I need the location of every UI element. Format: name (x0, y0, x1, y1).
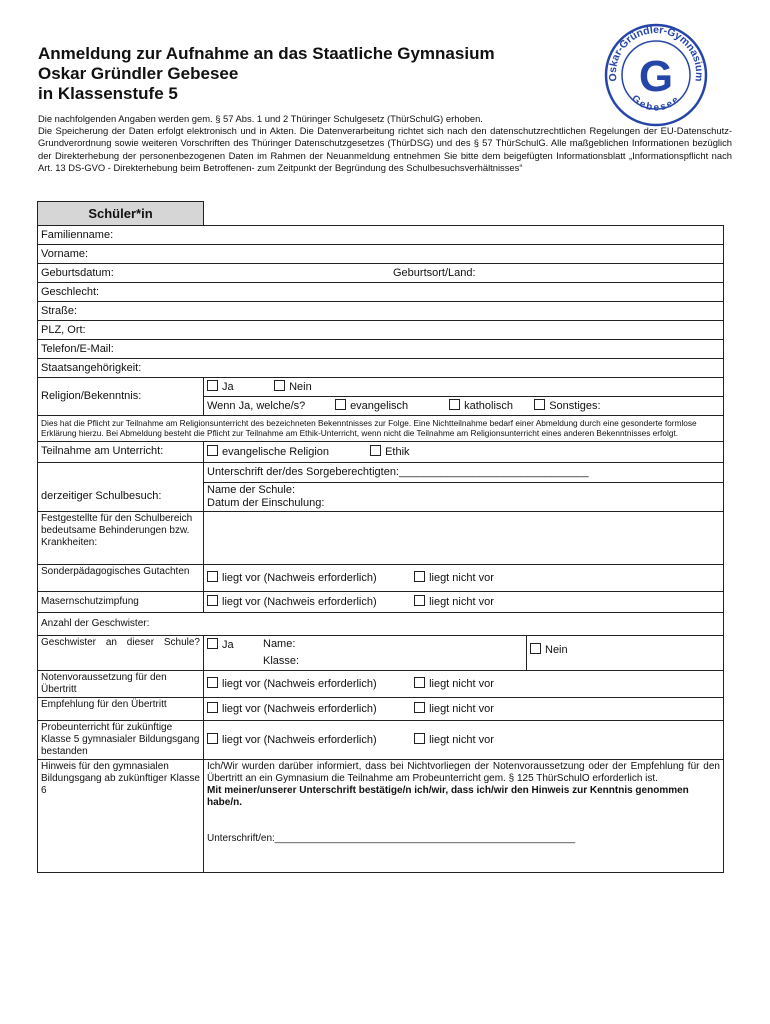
strasse-label: Straße: (41, 304, 78, 317)
bestaetigung-text: Mit meiner/unserer Unterschrift bestätige/n ich/wir, dass ich/wir den Hinweis zur Kenntnis genommen habe/n. (207, 784, 689, 808)
ethik-checkbox[interactable] (370, 445, 381, 456)
form-table (37, 201, 724, 873)
religion-note: Dies hat die Pflicht zur Teilnahme am Religionsunterricht des bezeichneten Bekenntnisses zur Folge. Eine Nichtteilnahme bedarf einer Abmeldung durch eine gesonderte formlose Erklärung hierzu. Bei Abmeldung besteht die Pflicht zur Teilnahme am Ethik-Unterricht, wenn nicht die Teilnahme am Religionsunterricht eines anderen Bekenntnisses erfolgt. (38, 416, 724, 442)
staatsangehoerigkeit-field[interactable] (38, 359, 724, 378)
anzahl-geschwister-field[interactable] (38, 612, 724, 635)
sonderpaed-liegt-nicht-vor-option[interactable] (414, 571, 494, 585)
plz-ort-field[interactable] (38, 321, 724, 340)
noten-liegt-nicht-vor-checkbox[interactable] (414, 677, 425, 688)
noten-liegt-nicht-vor-option[interactable] (414, 677, 494, 691)
katholisch-checkbox[interactable] (449, 399, 460, 410)
form-title (38, 44, 598, 104)
noten-liegt-vor-checkbox[interactable] (207, 677, 218, 688)
religion-ja-label: Ja (222, 381, 234, 393)
geschlecht-field[interactable] (38, 283, 724, 302)
noten-liegt-nicht-vor-label: liegt nicht vor (429, 677, 494, 690)
logo-letter: G (638, 52, 674, 101)
masern-liegt-vor-checkbox[interactable] (207, 595, 218, 606)
masern-liegt-nicht-vor-label: liegt nicht vor (429, 595, 494, 608)
katholisch-label: katholisch (464, 400, 514, 412)
masern-liegt-nicht-vor-option[interactable] (414, 595, 494, 609)
masern-label: Masernschutzimpfung (38, 591, 204, 612)
wenn-ja-label: Wenn Ja, welche/s? (207, 400, 306, 412)
probe-liegt-nicht-vor-checkbox[interactable] (414, 733, 425, 744)
telefon-label: Telefon/E-Mail: (41, 342, 114, 355)
geschwister-ja-checkbox[interactable] (207, 638, 218, 649)
teilnahme-label: Teilnahme am Unterricht: (38, 441, 204, 462)
familienname-label: Familienname: (41, 228, 114, 241)
intro-paragraph-1: Die nachfolgenden Angaben werden gem. § 57 Abs. 1 und 2 Thüringer Schulgesetz (ThürSchulG) erhoben. (38, 113, 483, 124)
evangelisch-checkbox[interactable] (335, 399, 346, 410)
behinderungen-field[interactable] (204, 511, 724, 564)
ev-religion-option[interactable] (207, 445, 367, 459)
unterschrift-sorge-label: Unterschrift der/des Sorgeberechtigten:_______________________________ (207, 465, 589, 478)
masern-liegt-nicht-vor-checkbox[interactable] (414, 595, 425, 606)
strasse-field[interactable] (38, 302, 724, 321)
staatsangehoerigkeit-label: Staatsangehörigkeit: (41, 361, 142, 374)
unterschrift-sorge-field[interactable] (204, 462, 724, 482)
name-schule-label: Name der Schule: (207, 483, 296, 496)
geburtsdatum-label: Geburtsdatum: (41, 266, 114, 279)
religion-ja-checkbox[interactable] (207, 380, 218, 391)
vorname-label: Vorname: (41, 247, 89, 260)
geschwister-nein-checkbox[interactable] (530, 643, 541, 654)
hinweis-label: Hinweis für den gymnasialen Bildungsgang ab zukünftiger Klasse 6 (38, 759, 204, 872)
datum-einschulung-label: Datum der Einschulung: (207, 496, 325, 509)
title-line-2: Oskar Gründler Gebesee (38, 64, 239, 83)
sonderpaed-liegt-nicht-vor-label: liegt nicht vor (429, 571, 494, 584)
religion-ja-option[interactable] (207, 380, 271, 394)
section-title: Schüler*in (38, 202, 204, 226)
hinweis-text: Ich/Wir wurden darüber informiert, dass bei Nichtvorliegen der Notenvoraussetzung oder der Empfehlung für den Übertritt an ein Gymnasium die Teilnahme am Probeunterricht gem. § 125 ThürSchulO erforderlich ist. (207, 760, 720, 784)
ethik-label: Ethik (385, 445, 410, 458)
probe-liegt-vor-checkbox[interactable] (207, 733, 218, 744)
ev-religion-label: evangelische Religion (222, 445, 330, 458)
notenvoraussetzung-label: Notenvoraussetzung für den Übertritt (38, 670, 204, 697)
anzahl-geschwister-label: Anzahl der Geschwister: (41, 617, 150, 629)
noten-liegt-vor-option[interactable] (207, 677, 411, 691)
evangelisch-option[interactable] (335, 399, 446, 413)
vorname-field[interactable] (38, 245, 724, 264)
intro-paragraph-2: Die Speicherung der Daten erfolgt elektronisch und in Akten. Die Datenverarbeitung richtet sich nach den datenschutzrechtlichen Regelungen der EU-Datenschutz-Grundverordnung sowie weiteren Vorschriften des Thüringer Datenschutzgesetzes (ThürDSG) und des § 57 ThürSchulG. Alle maßgeblichen Informationen bezüglich der Direkterhebung der personenbezogenen Daten im Rahmen der Neuanmeldung entnehmen Sie bitte dem beigefügten Informationsblatt „Informationspflicht nach Art. 13 DS-GVO - Direkterhebung beim Betroffenen- zum Zeitpunkt der Begründung des Schulbesuchsverhältnisses“ (38, 125, 732, 173)
geschwister-ja-option[interactable] (204, 636, 260, 670)
religion-nein-checkbox[interactable] (274, 380, 285, 391)
sonderpaed-liegt-vor-option[interactable] (207, 571, 411, 585)
empfehlung-liegt-vor-checkbox[interactable] (207, 702, 218, 713)
sonstiges-option[interactable] (534, 399, 600, 413)
unterschrift-en-field[interactable]: Unterschrift/en:______________________________________________________ (207, 832, 576, 844)
geschlecht-label: Geschlecht: (41, 285, 100, 298)
logo-ring-text: Oskar-Gründler-Gymnasium (606, 24, 706, 83)
title-line-3: in Klassenstufe 5 (38, 84, 178, 103)
ethik-option[interactable] (370, 445, 409, 459)
sonderpaed-liegt-nicht-vor-checkbox[interactable] (414, 571, 425, 582)
religion-nein-label: Nein (289, 381, 312, 393)
probeunterricht-label: Probeunterricht für zukünftige Klasse 5 gymnasialer Bildungsgang bestanden (38, 720, 204, 759)
probe-liegt-vor-label: liegt vor (Nachweis erforderlich) (222, 733, 377, 746)
geschwister-ja-label: Ja (222, 638, 234, 651)
empfehlung-liegt-nicht-vor-option[interactable] (414, 702, 494, 716)
probe-liegt-vor-option[interactable] (207, 733, 411, 747)
geschwister-klasse-label: Klasse: (263, 654, 300, 667)
katholisch-option[interactable] (449, 399, 531, 413)
empfehlung-liegt-nicht-vor-label: liegt nicht vor (429, 702, 494, 715)
probe-liegt-nicht-vor-label: liegt nicht vor (429, 733, 494, 746)
registration-form (37, 201, 723, 873)
intro-text (38, 113, 732, 174)
familienname-field[interactable] (38, 226, 724, 245)
geburtsort-label: Geburtsort/Land: (393, 266, 476, 279)
masern-liegt-vor-label: liegt vor (Nachweis erforderlich) (222, 595, 377, 608)
logo-bottom-text: Gebesee (629, 93, 683, 114)
sonderpaed-liegt-vor-checkbox[interactable] (207, 571, 218, 582)
religion-label: Religion/Bekenntnis: (38, 378, 204, 416)
masern-liegt-vor-option[interactable] (207, 595, 411, 609)
evangelisch-label: evangelisch (350, 400, 409, 412)
telefon-field[interactable] (38, 340, 724, 359)
sonderpaed-liegt-vor-label: liegt vor (Nachweis erforderlich) (222, 571, 377, 584)
plz-ort-label: PLZ, Ort: (41, 323, 86, 336)
empfehlung-liegt-vor-label: liegt vor (Nachweis erforderlich) (222, 702, 377, 715)
behinderungen-label: Festgestellte für den Schulbereich bedeutsame Behinderungen bzw. Krankheiten: (38, 511, 204, 564)
geschwister-label: Geschwister an dieser Schule? (38, 635, 204, 670)
empfehlung-label: Empfehlung für den Übertritt (38, 697, 204, 720)
probe-liegt-nicht-vor-option[interactable] (414, 733, 494, 747)
religion-nein-option[interactable] (274, 380, 312, 394)
geburtsdatum-field[interactable] (38, 264, 724, 283)
sonstiges-checkbox[interactable] (534, 399, 545, 410)
empfehlung-liegt-vor-option[interactable] (207, 702, 411, 716)
empfehlung-liegt-nicht-vor-checkbox[interactable] (414, 702, 425, 713)
ev-religion-checkbox[interactable] (207, 445, 218, 456)
geschwister-name-label: Name: (263, 637, 296, 650)
schulbesuch-field[interactable] (204, 482, 724, 511)
noten-liegt-vor-label: liegt vor (Nachweis erforderlich) (222, 677, 377, 690)
geschwister-nein-option[interactable] (527, 636, 571, 670)
sonstiges-label: Sonstiges: (549, 400, 601, 412)
title-line-1: Anmeldung zur Aufnahme an das Staatliche Gymnasium (38, 44, 495, 63)
sonderpaed-label: Sonderpädagogisches Gutachten (38, 564, 204, 591)
geschwister-nein-label: Nein (545, 643, 568, 656)
schulbesuch-label: derzeitiger Schulbesuch: (38, 482, 204, 511)
